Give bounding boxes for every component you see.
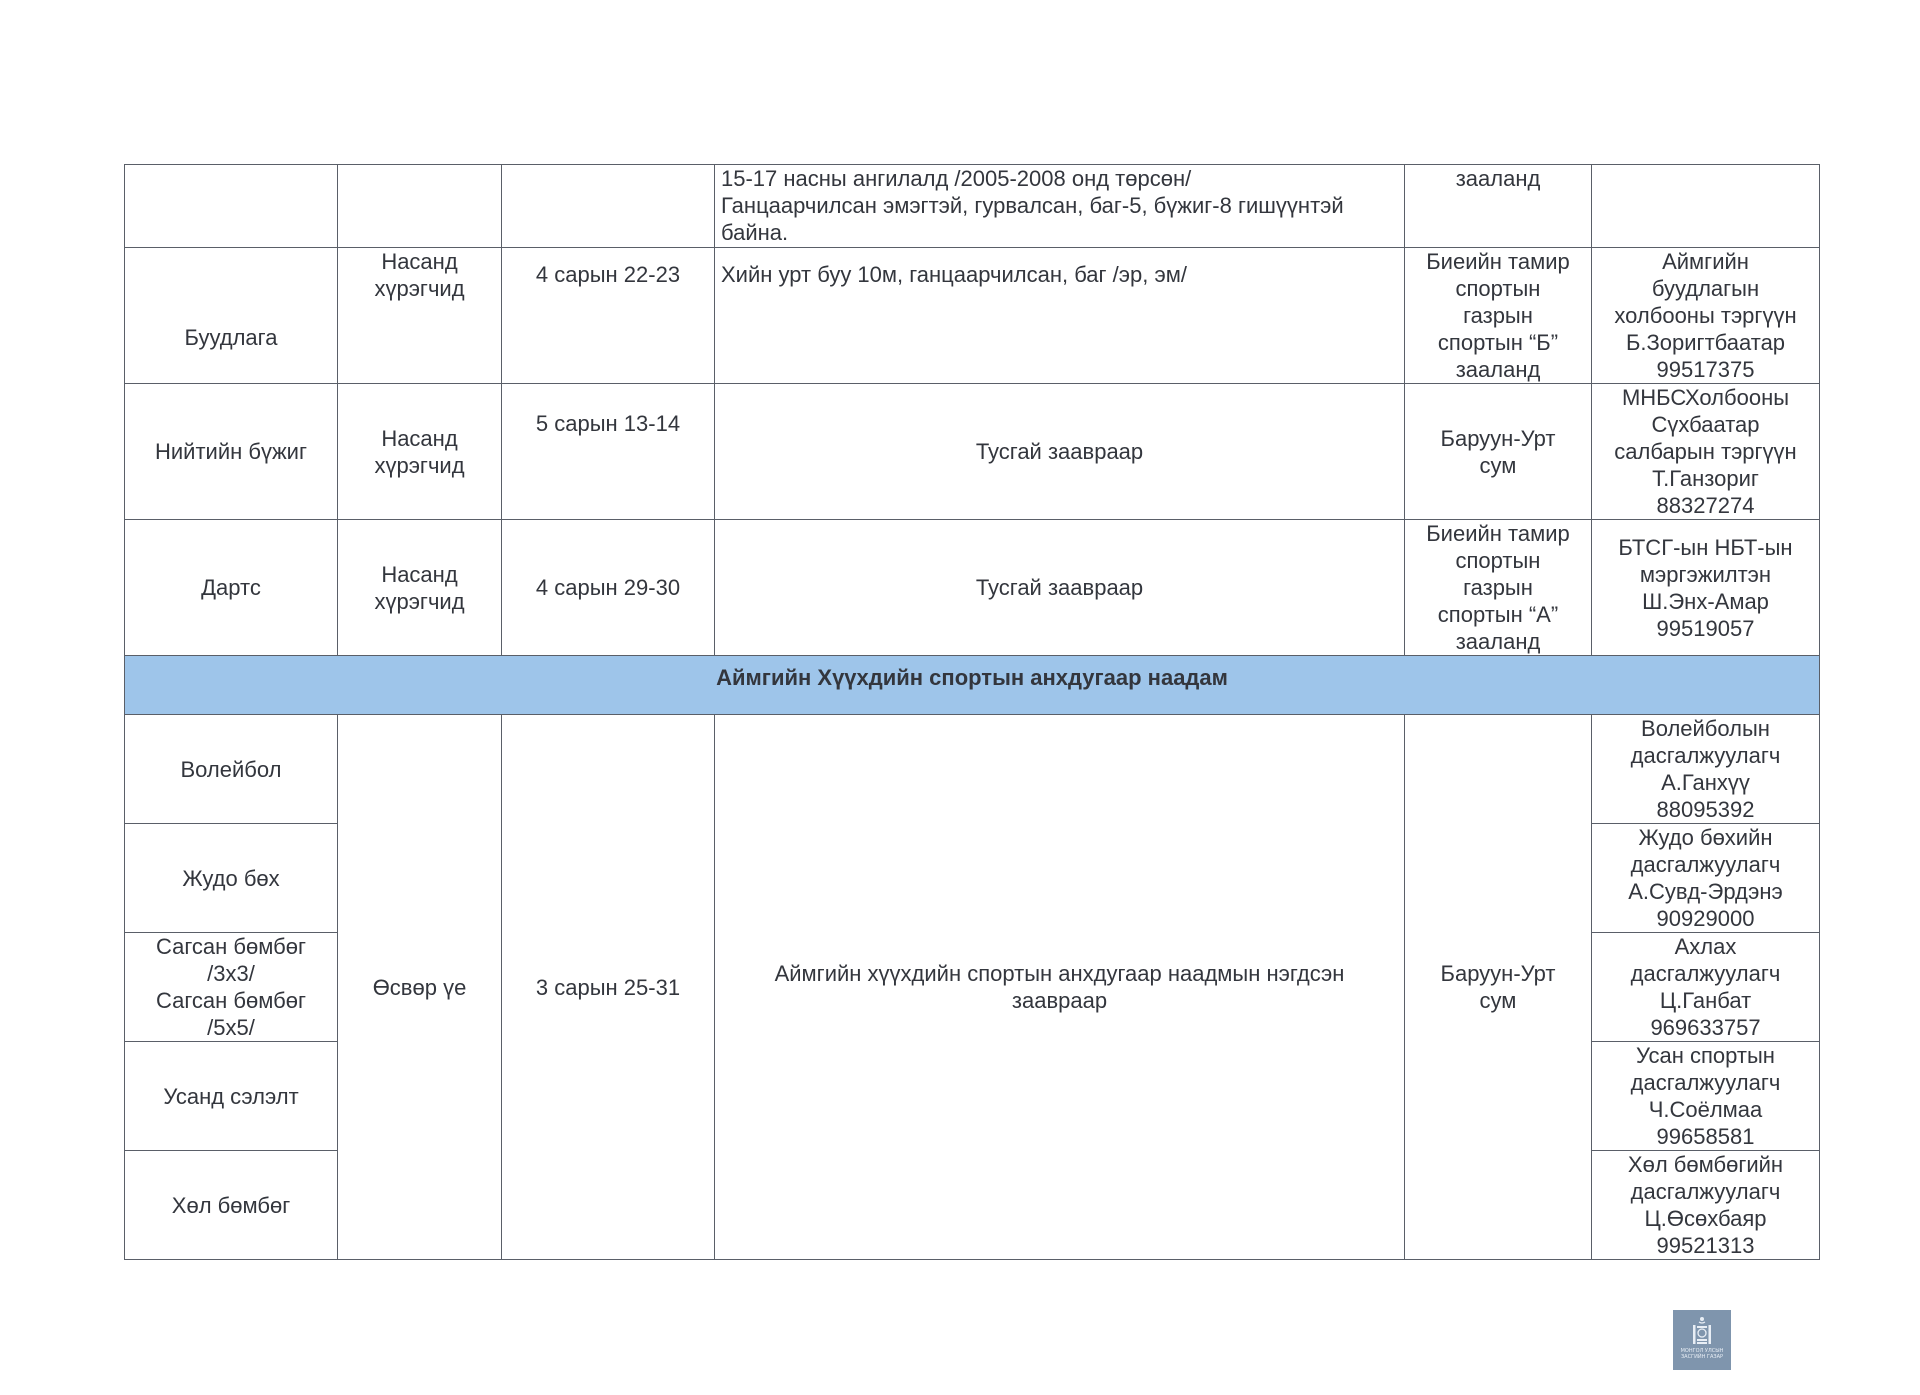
table-row	[125, 715, 1820, 824]
participants-cell: Насанд хүрэгчид	[338, 248, 502, 384]
contact-cell	[1592, 165, 1820, 248]
sport-cell: Хөл бөмбөг	[125, 1151, 338, 1260]
sport-cell: Усанд сэлэлт	[125, 1042, 338, 1151]
contact-cell: Ахлах дасгалжуулагч Ц.Ганбат 969633757	[1592, 933, 1820, 1042]
table-row	[125, 384, 1820, 520]
table-row	[125, 520, 1820, 656]
sport-cell: Буудлага	[125, 248, 338, 384]
soyombo-emblem-icon	[1691, 1316, 1713, 1346]
contact-cell: БТСГ-ын НБТ-ын мэргэжилтэн Ш.Энх-Амар 99519057	[1592, 520, 1820, 656]
sport-cell: Сагсан бөмбөг /3х3/ Сагсан бөмбөг /5х5/	[125, 933, 338, 1042]
description-cell: 15-17 насны ангилалд /2005-2008 онд төрсөн/ Ганцаарчилсан эмэгтэй, гурвалсан, баг-5, бүжиг-8 гишүүнтэй байна.	[715, 165, 1405, 248]
date-cell: 5 сарын 13-14	[502, 384, 715, 520]
date-cell: 3 сарын 25-31	[502, 715, 715, 1260]
sport-cell: Нийтийн бүжиг	[125, 384, 338, 520]
contact-cell: Аймгийн буудлагын холбооны тэргүүн Б.Зоригтбаатар 99517375	[1592, 248, 1820, 384]
participants-cell: Өсвөр үе	[338, 715, 502, 1260]
participants-cell	[338, 165, 502, 248]
sport-cell: Жудо бөх	[125, 824, 338, 933]
venue-cell: Биеийн тамир спортын газрын спортын “Б” зааланд	[1405, 248, 1592, 384]
sport-cell	[125, 165, 338, 248]
contact-cell: Усан спортын дасгалжуулагч Ч.Соёлмаа 99658581	[1592, 1042, 1820, 1151]
date-cell	[502, 165, 715, 248]
date-cell: 4 сарын 22-23	[502, 248, 715, 384]
date-cell: 4 сарын 29-30	[502, 520, 715, 656]
contact-cell: МНБСХолбооны Сүхбаатар салбарын тэргүүн Т.Ганзориг 88327274	[1592, 384, 1820, 520]
government-logo	[1673, 1310, 1731, 1370]
participants-cell: Насанд хүрэгчид	[338, 520, 502, 656]
contact-cell: Хөл бөмбөгийн дасгалжуулагч Ц.Өсөхбаяр 99521313	[1592, 1151, 1820, 1260]
section-header-row	[125, 656, 1820, 715]
venue-cell: Баруун-Урт сум	[1405, 715, 1592, 1260]
venue-cell: зааланд	[1405, 165, 1592, 248]
venue-cell: Баруун-Урт сум	[1405, 384, 1592, 520]
table-row	[125, 248, 1820, 384]
logo-caption: МОНГОЛ УЛСЫН ЗАСГИЙН ГАЗАР	[1680, 1348, 1724, 1360]
participants-cell: Насанд хүрэгчид	[338, 384, 502, 520]
contact-cell: Жудо бөхийн дасгалжуулагч А.Сувд-Эрдэнэ 90929000	[1592, 824, 1820, 933]
description-cell: Тусгай зааврaар	[715, 384, 1405, 520]
section-title: Аймгийн Хүүхдийн спортын анхдугаар наадам	[125, 656, 1820, 715]
sport-cell: Дартс	[125, 520, 338, 656]
sport-cell: Волейбол	[125, 715, 338, 824]
description-cell: Тусгай зааврaар	[715, 520, 1405, 656]
sports-schedule-table	[124, 164, 1820, 1260]
contact-cell: Волейболын дасгалжуулагч А.Ганхүү 88095392	[1592, 715, 1820, 824]
venue-cell: Биеийн тамир спортын газрын спортын “А” зааланд	[1405, 520, 1592, 656]
description-cell: Аймгийн хүүхдийн спортын анхдугаар наадмын нэгдсэн зааврaар	[715, 715, 1405, 1260]
table-row	[125, 165, 1820, 248]
description-cell: Хийн урт буу 10м, ганцаарчилсан, баг /эр, эм/	[715, 248, 1405, 384]
